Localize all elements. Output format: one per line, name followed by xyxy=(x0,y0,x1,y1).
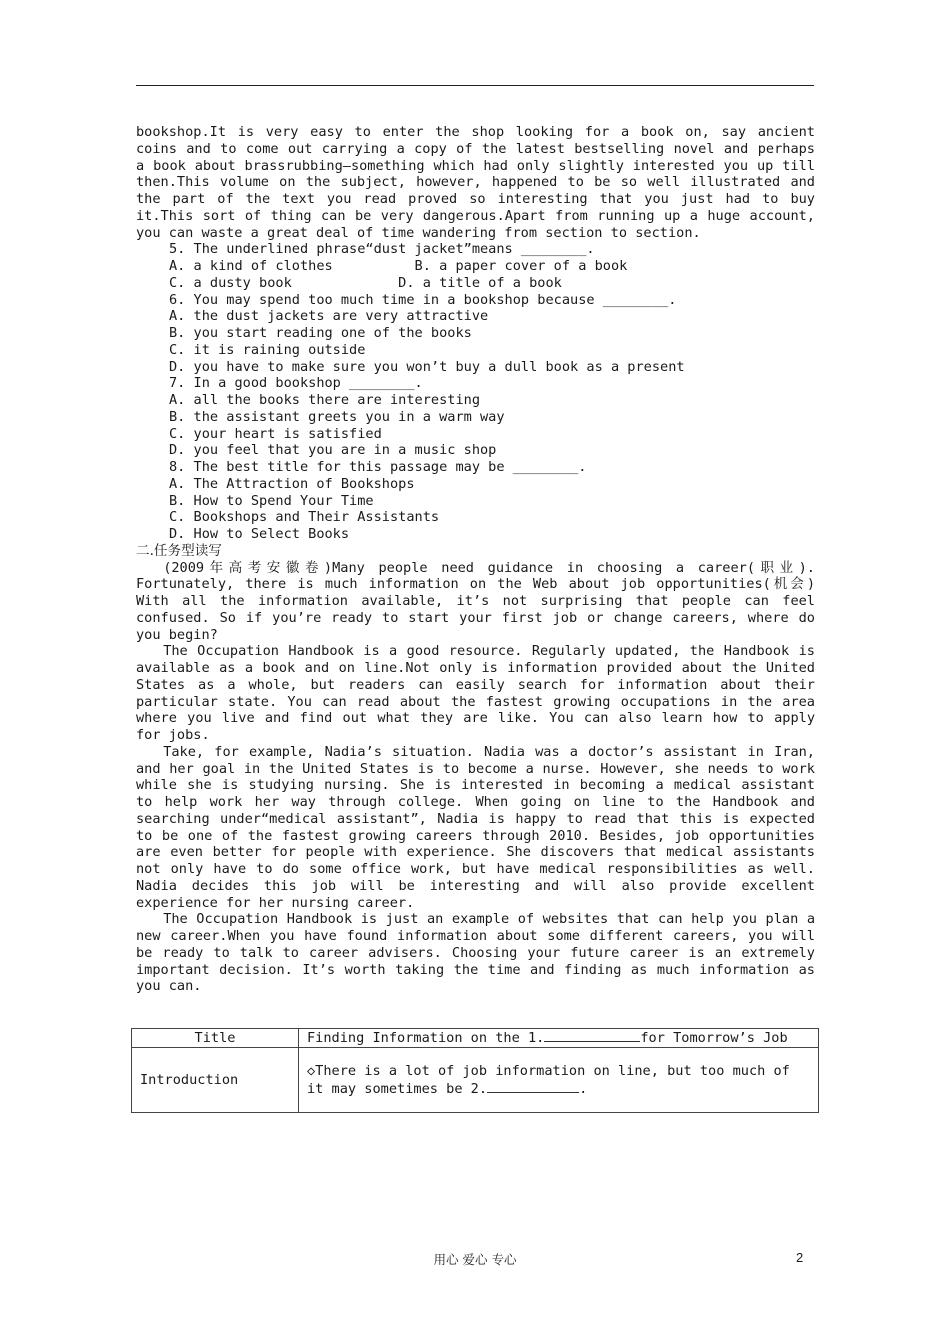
passage2 xyxy=(136,560,815,996)
answer-blank-1[interactable] xyxy=(544,1029,640,1042)
table-row xyxy=(132,1048,819,1113)
option-line: D. you have to make sure you won’t buy a dull book as a present xyxy=(169,358,685,375)
passage2-paragraph: The Occupation Handbook is just an example of websites that can help you plan a new career.When you have found information about some different careers, you will be ready to talk to career advisers. Choosing your future career is an extremely important decision. It’s worth taking the time and finding as much information as you can. xyxy=(136,911,815,995)
section-heading: 二.任务型读写 xyxy=(136,542,222,559)
option-line: D. How to Select Books xyxy=(169,526,350,542)
question-6: 6. You may spend too much time in a bookshop because ________. xyxy=(169,291,677,308)
table-label-title: Title xyxy=(132,1029,299,1048)
task-table xyxy=(131,1028,819,1113)
page-number: 2 xyxy=(796,1250,804,1265)
table-row xyxy=(132,1029,819,1048)
page-footer: 用心 爱心 专心 xyxy=(433,1252,517,1267)
table-title-cell xyxy=(299,1029,819,1048)
question-list xyxy=(136,241,815,543)
table-introduction-cell xyxy=(299,1048,819,1113)
option-line: A. all the books there are interesting xyxy=(169,392,480,408)
option-line: C. your heart is satisfied xyxy=(169,425,382,442)
page-content xyxy=(136,124,815,995)
intro-text: ◇There is a lot of job information on line, but too much of it may sometimes be 2. xyxy=(307,1062,790,1097)
question-8: 8. The best title for this passage may be ________. xyxy=(169,459,587,475)
question-7: 7. In a good bookshop ________. xyxy=(169,375,423,392)
header-rule xyxy=(136,85,814,86)
passage1-end: bookshop.It is very easy to enter the shop looking for a book on, say ancient coins and to come out carrying a copy of the latest bestselling novel and perhaps a book about brassrubbing—something which had only slightly interested you up till then.This volume on the subject, however, happened to be so well illustrated and the part of the text you read proved so interesting that you just had to buy it.This sort of thing can be very dangerous.Apart from running up a huge account, you can waste a great deal of time wandering from section to section. xyxy=(136,124,815,241)
option-line: C. it is raining outside xyxy=(169,341,366,358)
option-line: D. you feel that you are in a music shop xyxy=(169,442,497,459)
option-line: B. you start reading one of the books xyxy=(169,325,472,341)
title-text-start: Finding Information on the 1. xyxy=(307,1030,545,1046)
option-line: B. How to Spend Your Time xyxy=(169,492,374,509)
option-line: C. a dusty book D. a title of a book xyxy=(169,274,562,291)
table-label-introduction: Introduction xyxy=(132,1048,299,1113)
passage2-paragraph: The Occupation Handbook is a good resource. Regularly updated, the Handbook is available as a book and on line.Not only is information provided about the United States as a whole, but readers can easily search for information about their particular state. You can read about the fastest growing occupations in the area where you live and find out what they are like. You can also learn how to apply for jobs. xyxy=(136,643,815,743)
title-text-end: for Tomorrow’s Job xyxy=(640,1030,788,1046)
answer-blank-2[interactable] xyxy=(487,1080,579,1093)
option-line: A. The Attraction of Bookshops xyxy=(169,475,415,492)
passage2-paragraph: (2009年高考安徽卷)Many people need guidance in choosing a career(职业). Fortunately, there is much information on the Web about job opportunities(机会) With all the information available, it’s not surprising that people can feel confused. So if you’re ready to start your first job or change careers, where do you begin? xyxy=(136,559,815,643)
intro-text-end: . xyxy=(579,1080,588,1097)
question-5: 5. The underlined phrase“dust jacket”means ________. xyxy=(169,241,595,258)
option-line: A. the dust jackets are very attractive xyxy=(169,308,489,325)
passage2-paragraph: Take, for example, Nadia’s situation. Nadia was a doctor’s assistant in Iran, and her goal in the United States is to become a nurse. However, she needs to work while she is studying nursing. She is interested in becoming a medical assistant to help work her way through college. When going on line to the Handbook and searching under“medical assistant”, Nadia is happy to read that this is expected to be one of the fastest growing careers through 2010. Besides, job opportunities are even better for people with experience. She discovers that medical assistants not only have to do some office work, but have medical responsibilities as well. Nadia decides this job will be interesting and will also provide excellent experience for her nursing career. xyxy=(136,743,815,911)
option-line: A. a kind of clothes B. a paper cover of a book xyxy=(169,258,628,274)
option-line: C. Bookshops and Their Assistants xyxy=(169,509,440,526)
option-line: B. the assistant greets you in a warm way xyxy=(169,408,505,425)
